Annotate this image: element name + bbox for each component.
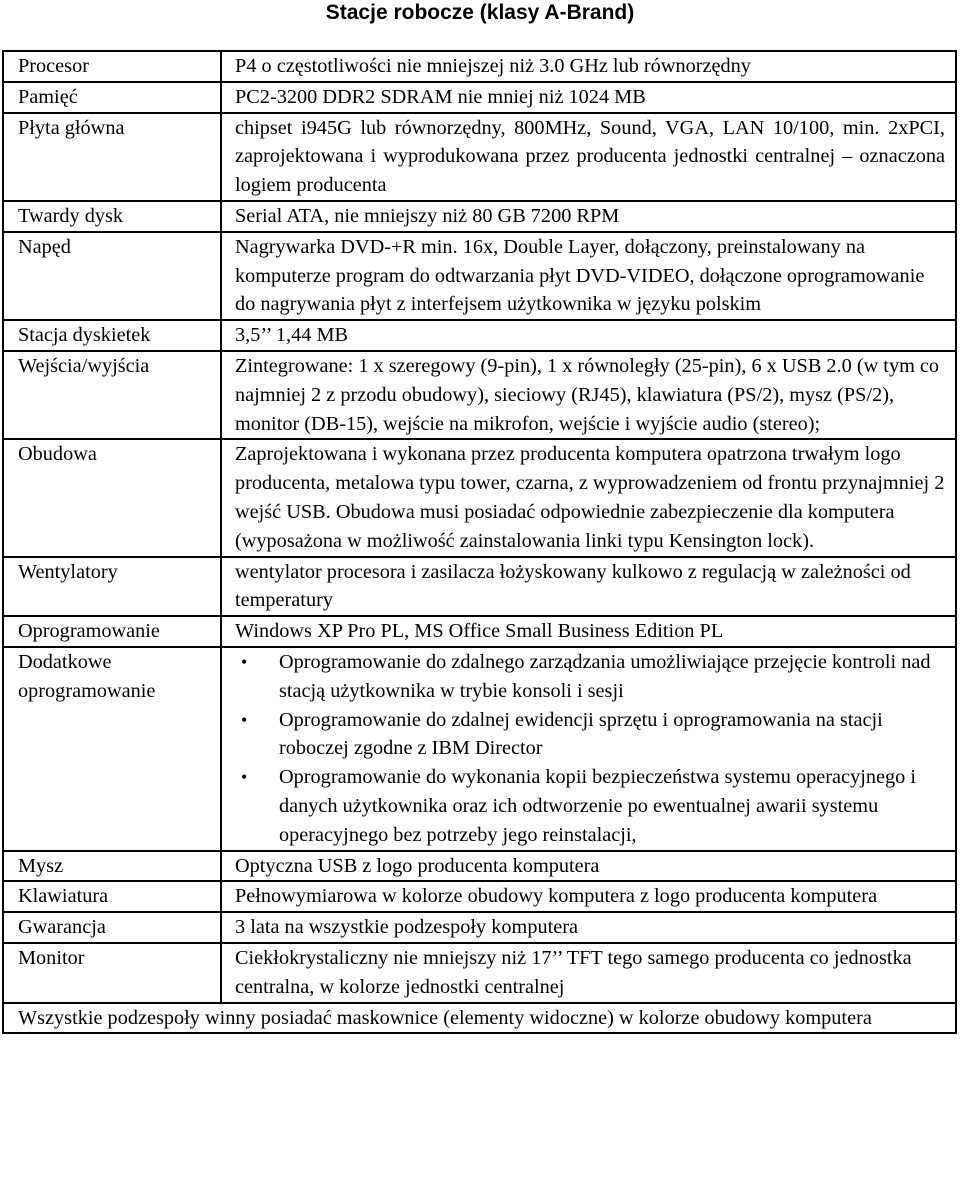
row-label: Stacja dyskietek	[3, 320, 221, 351]
row-label: Mysz	[3, 851, 221, 882]
bullet-icon: •	[241, 709, 248, 730]
row-value: 3,5’’ 1,44 MB	[221, 320, 956, 351]
table-row	[3, 647, 956, 851]
row-label: Twardy dysk	[3, 201, 221, 232]
table-row	[3, 943, 956, 1003]
row-value	[221, 647, 956, 851]
table-row	[3, 851, 956, 882]
row-label: Klawiatura	[3, 881, 221, 912]
bullet-list	[235, 648, 945, 850]
row-label: Obudowa	[3, 439, 221, 556]
bullet-icon: •	[241, 767, 248, 788]
bullet-icon: •	[241, 651, 248, 672]
list-item-text: Oprogramowanie do zdalnej ewidencji sprzętu i oprogramowania na stacji roboczej zgodne z IBM Director	[279, 708, 883, 760]
list-item-text: Oprogramowanie do wykonania kopii bezpieczeństwa systemu operacyjnego i danych użytkownika oraz ich odtworzenie po ewentualnej awarii systemu operacyjnego bez potrzeby jego reinstalacji,	[279, 766, 916, 846]
table-row	[3, 113, 956, 201]
row-value: 3 lata na wszystkie podzespoły komputera	[221, 912, 956, 943]
row-value: Optyczna USB z logo producenta komputera	[221, 851, 956, 882]
list-item	[235, 763, 945, 849]
table-row	[3, 616, 956, 647]
row-label: Monitor	[3, 943, 221, 1003]
row-label: Procesor	[3, 51, 221, 82]
row-label: Wentylatory	[3, 557, 221, 617]
row-label: Napęd	[3, 232, 221, 320]
row-value: Serial ATA, nie mniejszy niż 80 GB 7200 RPM	[221, 201, 956, 232]
row-value: PC2-3200 DDR2 SDRAM nie mniej niż 1024 MB	[221, 82, 956, 113]
row-value: Pełnowymiarowa w kolorze obudowy komputera z logo producenta komputera	[221, 881, 956, 912]
table-row	[3, 232, 956, 320]
spec-table	[2, 50, 957, 1034]
row-value: Nagrywarka DVD-+R min. 16x, Double Layer, dołączony, preinstalowany na komputerze program do odtwarzania płyt DVD-VIDEO, dołączone oprogramowanie do nagrywania płyt z interfejsem użytkownika w języku polskim	[221, 232, 956, 320]
row-value: wentylator procesora i zasilacza łożyskowany kulkowo z regulacją w zależności od temperatury	[221, 557, 956, 617]
table-row	[3, 82, 956, 113]
row-label: Gwarancja	[3, 912, 221, 943]
row-value: Zintegrowane: 1 x szeregowy (9-pin), 1 x równoległy (25-pin), 6 x USB 2.0 (w tym co najmniej 2 z przodu obudowy), sieciowy (RJ45), klawiatura (PS/2), mysz (PS/2), monitor (DB-15), wejście na mikrofon, wejście i wyjście audio (stereo);	[221, 351, 956, 439]
footer-note: Wszystkie podzespoły winny posiadać maskownice (elementy widoczne) w kolorze obudowy komputera	[3, 1003, 956, 1034]
row-value: Windows XP Pro PL, MS Office Small Business Edition PL	[221, 616, 956, 647]
table-row	[3, 557, 956, 617]
table-row	[3, 351, 956, 439]
table-row	[3, 912, 956, 943]
table-row	[3, 51, 956, 82]
list-item-text: Oprogramowanie do zdalnego zarządzania umożliwiające przejęcie kontroli nad stacją użytkownika w trybie konsoli i sesji	[279, 650, 931, 702]
table-row	[3, 1003, 956, 1034]
row-label: Płyta główna	[3, 113, 221, 201]
row-label: Pamięć	[3, 82, 221, 113]
table-row	[3, 201, 956, 232]
list-item	[235, 648, 945, 706]
table-row	[3, 320, 956, 351]
page-title: Stacje robocze (klasy A-Brand)	[325, 1, 635, 24]
row-label: Wejścia/wyjścia	[3, 351, 221, 439]
row-value: Ciekłokrystaliczny nie mniejszy niż 17’’ TFT tego samego producenta co jednostka centralna, w kolorze jednostki centralnej	[221, 943, 956, 1003]
row-label: Oprogramowanie	[3, 616, 221, 647]
table-row	[3, 439, 956, 556]
row-value: P4 o częstotliwości nie mniejszej niż 3.0 GHz lub równorzędny	[221, 51, 956, 82]
row-value: chipset i945G lub równorzędny, 800MHz, Sound, VGA, LAN 10/100, min. 2xPCI, zaprojektowana i wyprodukowana przez producenta jednostki centralnej – oznaczona logiem producenta	[221, 113, 956, 201]
row-label: Dodatkowe oprogramowanie	[3, 647, 221, 851]
list-item	[235, 706, 945, 764]
row-value: Zaprojektowana i wykonana przez producenta komputera opatrzona trwałym logo producenta, metalowa typu tower, czarna, z wyprowadzeniem od frontu przynajmniej 2 wejść USB. Obudowa musi posiadać odpowiednie zabezpieczenie dla komputera (wyposażona w możliwość zainstalowania linki typu Kensington lock).	[221, 439, 956, 556]
table-row	[3, 881, 956, 912]
